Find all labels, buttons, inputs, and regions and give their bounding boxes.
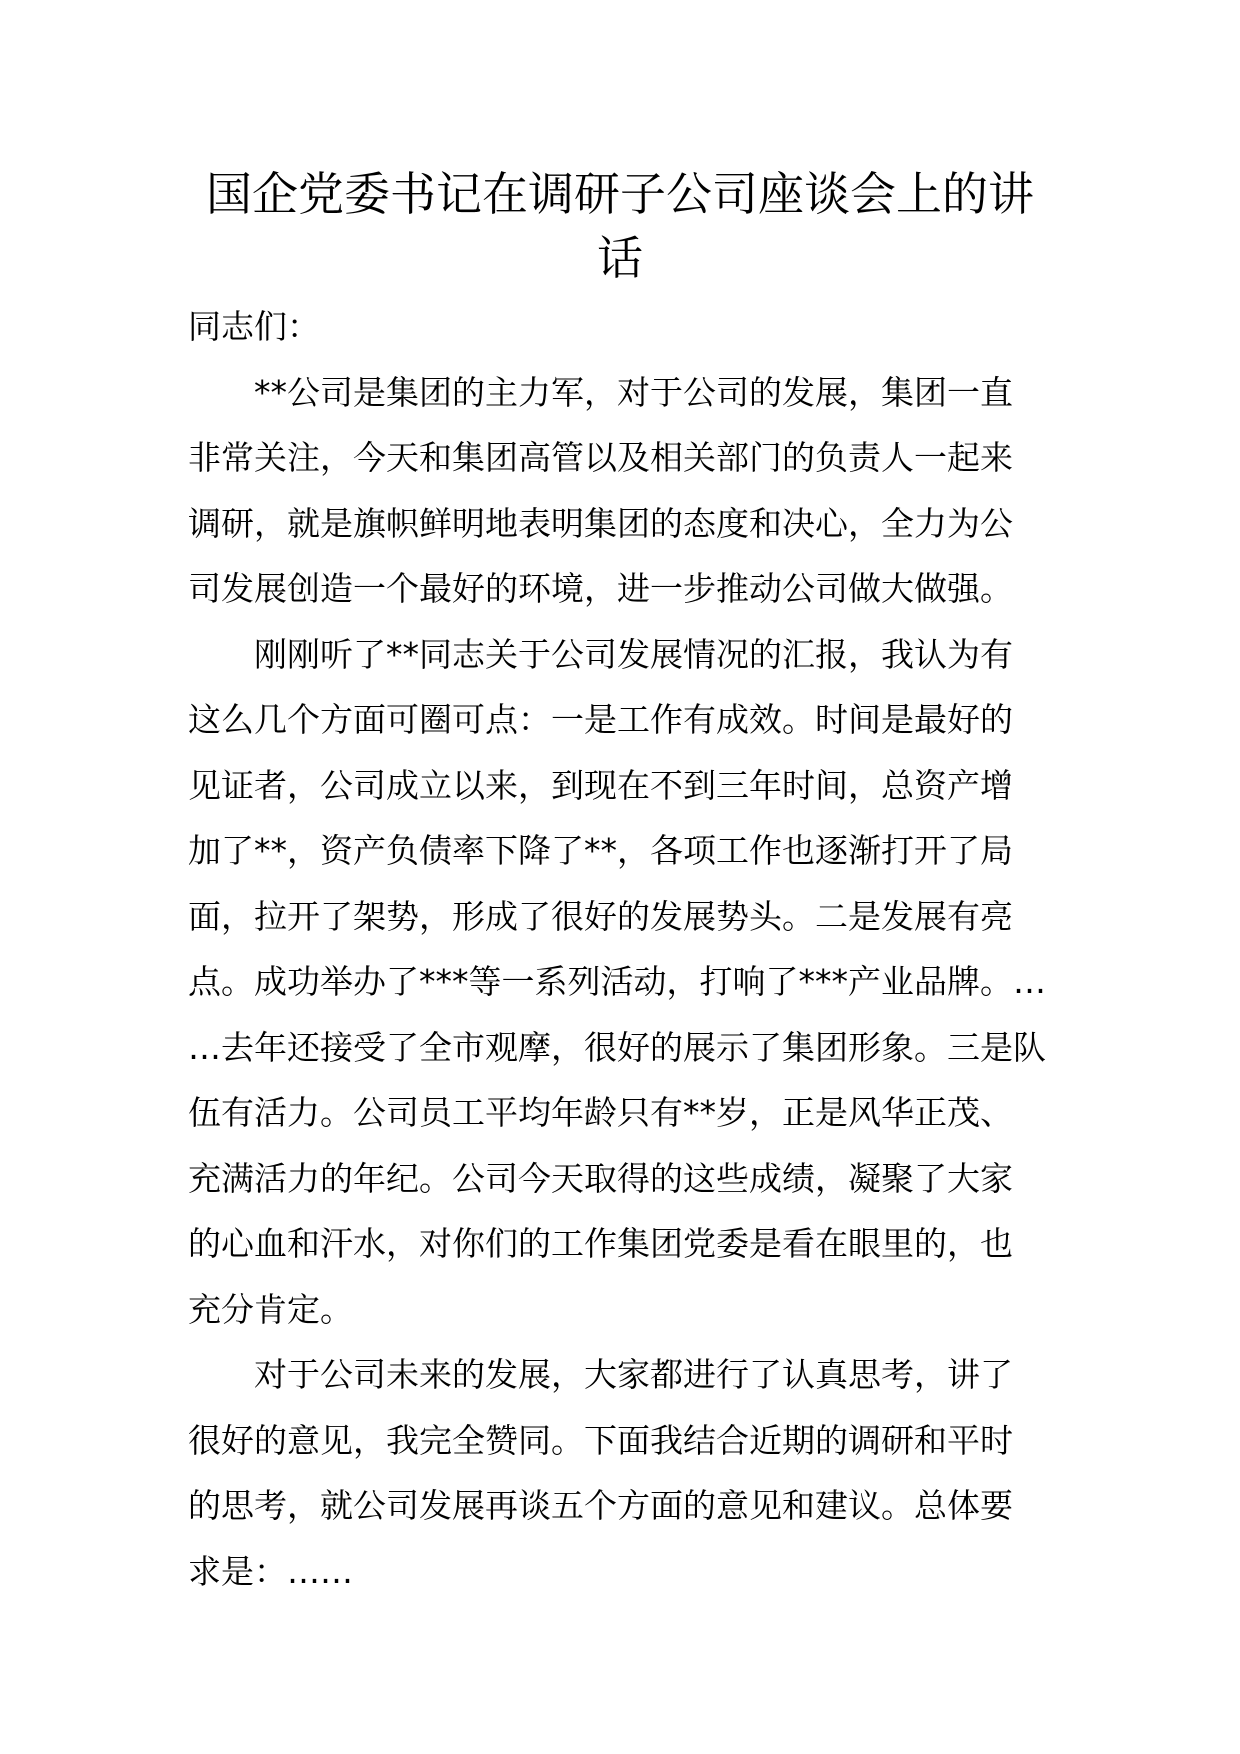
title-line-1: 国企党委书记在调研子公司座谈会上的讲 bbox=[206, 167, 1034, 221]
salutation: 同志们： bbox=[188, 307, 320, 346]
paragraph-line: 见证者，公司成立以来，到现在不到三年时间，总资产增 bbox=[188, 765, 1013, 805]
paragraph-line: 面，拉开了架势，形成了很好的发展势头。二是发展有亮 bbox=[188, 896, 1013, 936]
paragraph-2 bbox=[188, 622, 1056, 1343]
paragraph-line: 这么几个方面可圈可点：一是工作有成效。时间是最好的 bbox=[188, 700, 1013, 739]
paragraph-line: 的思考，就公司发展再谈五个方面的意见和建议。总体要 bbox=[188, 1486, 1013, 1525]
paragraph-line: 对于公司未来的发展，大家都进行了认真思考，讲了 bbox=[254, 1355, 1013, 1394]
paragraph-line: **公司是集团的主力军，对于公司的发展，集团一直 bbox=[254, 372, 1013, 412]
paragraph-line: 伍有活力。公司员工平均年龄只有**岁，正是风华正茂、 bbox=[188, 1093, 1013, 1132]
paragraph-line: 非常关注，今天和集团高管以及相关部门的负责人一起来 bbox=[188, 438, 1013, 477]
document-body bbox=[188, 294, 1056, 1604]
paragraph-line: …去年还接受了全市观摩，很好的展示了集团形象。三是队 bbox=[188, 1027, 1046, 1067]
paragraph-3 bbox=[188, 1342, 1056, 1604]
paragraph-line: 刚刚听了**同志关于公司发展情况的汇报，我认为有 bbox=[254, 634, 1013, 674]
paragraph-line: 加了**，资产负债率下降了**，各项工作也逐渐打开了局 bbox=[188, 831, 1013, 870]
paragraph-line: 充满活力的年纪。公司今天取得的这些成绩，凝聚了大家 bbox=[188, 1158, 1013, 1198]
paragraph-line: 充分肯定。 bbox=[188, 1289, 353, 1329]
paragraph-line: 很好的意见，我完全赞同。下面我结合近期的调研和平时 bbox=[188, 1420, 1013, 1460]
paragraph-line: 司发展创造一个最好的环境，进一步推动公司做大做强。 bbox=[188, 569, 1013, 608]
paragraph-line: 的心血和汗水，对你们的工作集团党委是看在眼里的，也 bbox=[188, 1224, 1013, 1263]
paragraph-line: 调研，就是旗帜鲜明地表明集团的态度和决心，全力为公 bbox=[188, 503, 1013, 543]
title-line-2: 话 bbox=[597, 231, 643, 285]
document-title bbox=[180, 162, 1060, 290]
paragraph-line: 点。成功举办了***等一系列活动，打响了***产业品牌。… bbox=[188, 962, 1046, 1001]
paragraph-line: 求是：…… bbox=[188, 1551, 353, 1591]
paragraph-1 bbox=[188, 360, 1056, 622]
